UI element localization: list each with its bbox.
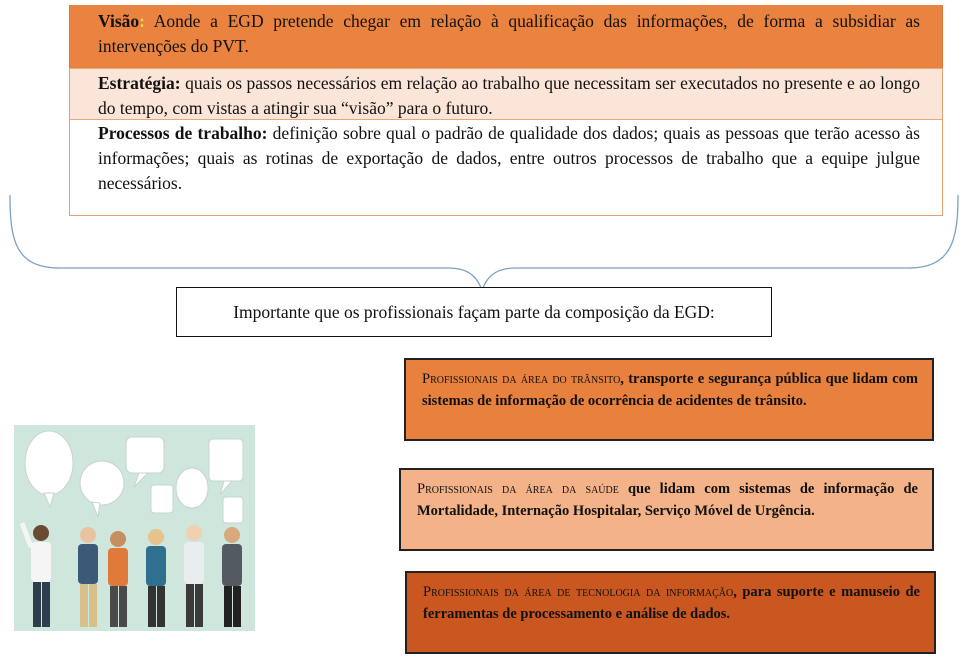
- tech-professionals-lead: Profissionais da área de tecnologia da informação: [423, 584, 734, 600]
- vision-colon: :: [139, 11, 145, 31]
- process-text: definição sobre qual o padrão de qualidade dos dados; quais as pessoas que terão acesso às informações; quais as rotinas de exportação de dados, entre outros processos de trabalho que a equipe julgue necessários.: [98, 123, 920, 193]
- composition-note-text: Importante que os profissionais façam parte da composição da EGD:: [233, 301, 715, 322]
- health-professionals-box: [399, 468, 934, 551]
- tech-professionals-text: , para suporte e manuseio de ferramentas de processamento e análise de dados.: [423, 584, 920, 622]
- health-professionals-lead: Profissionais da área da saúde: [417, 481, 619, 497]
- health-professionals-text: que lidam com sistemas de informação de Mortalidade, Internação Hospitalar, Serviço Móvel de Urgência.: [417, 481, 918, 519]
- traffic-professionals-text: , transporte e segurança pública que lidam com sistemas de informação de ocorrência de acidentes de trânsito.: [422, 371, 918, 409]
- composition-note-box: [176, 287, 772, 337]
- traffic-professionals-lead: Profissionais da área do trânsito: [422, 371, 621, 387]
- tech-professionals-box: [405, 571, 936, 654]
- strategy-text: quais os passos necessários em relação ao trabalho que necessitam ser executados no presente e ao longo do tempo, com vistas a atingir sua “visão” para o futuro.: [98, 73, 920, 118]
- vision-text: Aonde a EGD pretende chegar em relação à qualificação das informações, de forma a subsidiar as intervenções do PVT.: [98, 11, 920, 56]
- strategy-heading: Estratégia:: [98, 73, 181, 93]
- process-heading: Processos de trabalho:: [98, 123, 268, 143]
- vision-heading: Visão: [98, 11, 140, 31]
- traffic-professionals-box: [404, 358, 934, 441]
- people-with-speech-bubbles-illustration: [14, 425, 255, 631]
